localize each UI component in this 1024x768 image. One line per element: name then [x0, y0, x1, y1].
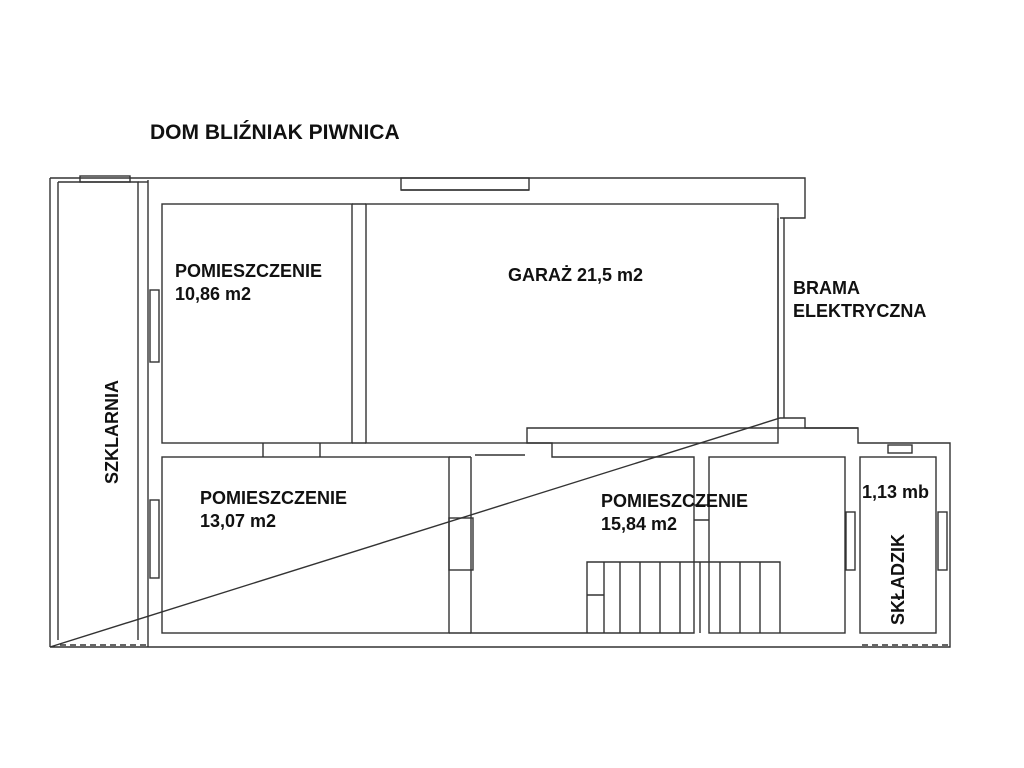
window-room-a	[150, 290, 159, 362]
room-a-outline	[162, 204, 352, 443]
garage-outline	[366, 204, 778, 443]
room-a-name: POMIESZCZENIE	[175, 261, 323, 281]
outer-wall	[50, 178, 950, 647]
window-storage-left	[846, 512, 855, 570]
plan-title: DOM BLIŹNIAK PIWNICA	[150, 121, 400, 144]
room-c-label	[601, 490, 748, 535]
window-storage-right	[938, 512, 947, 570]
room-c-name: POMIESZCZENIE	[601, 491, 749, 511]
room-c-area: 15,84 m2	[601, 513, 678, 534]
window-room-b	[150, 500, 159, 578]
stairs	[587, 562, 780, 633]
storage-label: SKŁADZIK	[888, 534, 908, 625]
gate-opening	[778, 218, 784, 418]
room-b-outline	[162, 457, 449, 633]
room-a-label	[175, 260, 322, 305]
garage-label: GARAŻ 21,5 m2	[508, 265, 644, 285]
vent-storage	[888, 445, 912, 453]
corridor-walls	[352, 204, 471, 633]
door-threshold-a	[263, 443, 320, 457]
gate-line1: BRAMA	[793, 278, 860, 298]
top-window	[401, 178, 529, 190]
room-a-area: 10,86 m2	[175, 283, 252, 304]
gate-label	[793, 277, 926, 322]
room-b-label	[200, 487, 347, 532]
hall-outline	[709, 457, 845, 633]
room-b-name: POMIESZCZENIE	[200, 488, 348, 508]
gate-line2: ELEKTRYCZNA	[793, 300, 927, 321]
greenhouse-walls	[50, 178, 148, 647]
door-room-b	[449, 518, 473, 570]
room-b-area: 13,07 m2	[200, 510, 277, 531]
storage-size: 1,13 mb	[862, 482, 930, 502]
greenhouse-label: SZKLARNIA	[102, 380, 122, 484]
window-greenhouse	[80, 176, 130, 182]
